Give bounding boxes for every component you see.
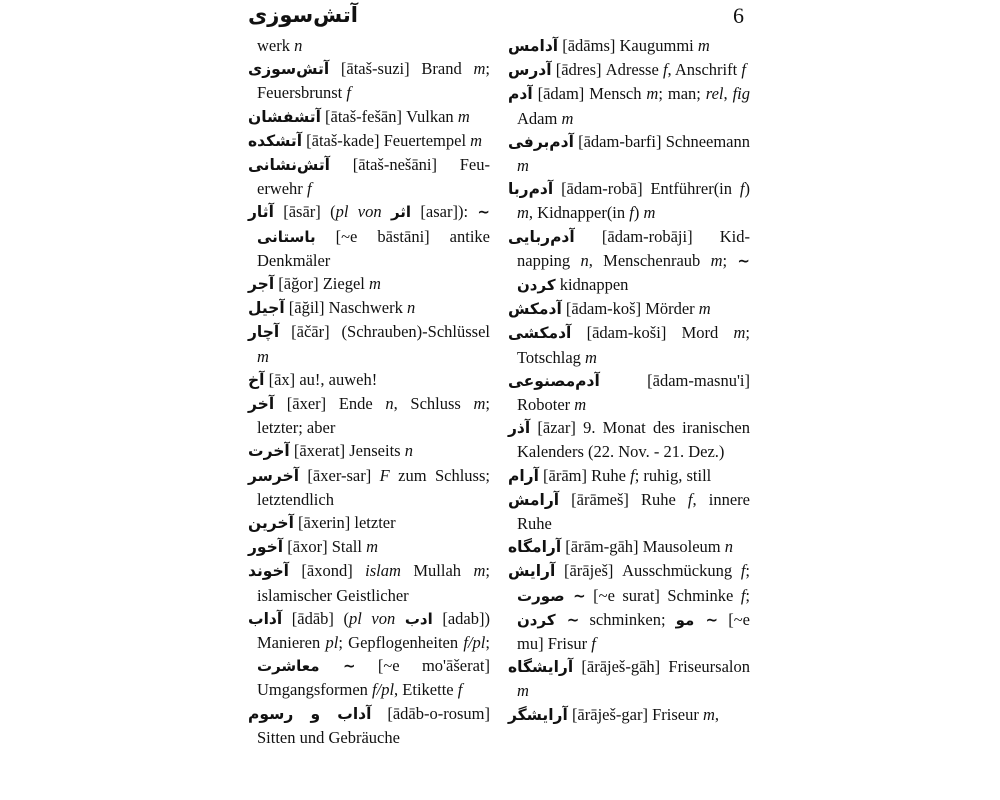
entry-text: , bbox=[714, 704, 720, 724]
entry-text: ; Gepflogenheiten bbox=[338, 633, 464, 653]
entry-text: [ādam-robā] bbox=[553, 179, 651, 199]
entry-text: Roboter bbox=[517, 395, 575, 415]
entry-text: Friseur bbox=[652, 704, 703, 724]
grammar-label: f bbox=[740, 561, 746, 581]
entry-text: kidnappen bbox=[555, 275, 629, 295]
dictionary-entry bbox=[248, 105, 490, 129]
entry-text: au!, auweh! bbox=[299, 369, 378, 389]
entry-text: ) bbox=[744, 179, 750, 199]
entry-text: [āxer-sar] bbox=[299, 465, 380, 485]
grammar-label: m bbox=[585, 347, 597, 367]
entry-text: [asar]): bbox=[411, 202, 478, 222]
dictionary-entry bbox=[248, 511, 490, 535]
entry-text: ~ مو bbox=[675, 610, 719, 629]
entry-text: [āčār] bbox=[279, 322, 342, 342]
headword: آدمکشی bbox=[508, 324, 572, 343]
entry-text: Mullah bbox=[400, 561, 474, 581]
entry-text: [ātaš-nešāni] bbox=[329, 155, 460, 175]
grammar-label: fig bbox=[732, 84, 750, 104]
entry-text: ~ کردن bbox=[517, 251, 750, 295]
entry-text: [āzar] bbox=[530, 418, 584, 438]
entry-text: Ziegel bbox=[322, 274, 369, 294]
grammar-label: f bbox=[739, 179, 745, 199]
entry-text: [āxerin] bbox=[293, 513, 355, 533]
grammar-label: n bbox=[406, 298, 416, 318]
headword: آدرس bbox=[508, 61, 552, 80]
grammar-label: m bbox=[710, 250, 723, 270]
entry-text: letzter bbox=[354, 513, 396, 533]
headword: آچار bbox=[248, 323, 280, 342]
dictionary-entry bbox=[248, 153, 490, 200]
headword: آدامس bbox=[508, 37, 559, 55]
entry-text: Kaugummi bbox=[619, 36, 698, 55]
entry-text: [adab]) Manieren bbox=[257, 608, 490, 653]
entry-text: [~e mu] Frisur bbox=[517, 609, 751, 654]
entry-text: [ātaš-kade] bbox=[302, 130, 384, 150]
entry-text: [āxer] bbox=[274, 394, 339, 414]
grammar-label: rel bbox=[705, 84, 724, 104]
grammar-label: m bbox=[574, 395, 587, 415]
entry-text: Brand bbox=[421, 59, 474, 79]
entry-text: [ādam-koš] bbox=[561, 299, 646, 319]
entry-text: [āğor] bbox=[274, 274, 323, 294]
grammar-label: m bbox=[517, 156, 529, 176]
grammar-label: m bbox=[473, 561, 486, 581]
entry-text: ; bbox=[745, 585, 750, 605]
dictionary-entry bbox=[508, 297, 750, 321]
grammar-label: f bbox=[346, 83, 351, 103]
grammar-label: f bbox=[457, 680, 463, 700]
headword: آجیل bbox=[248, 299, 285, 318]
headword: آرایشگاه bbox=[508, 658, 574, 677]
headword: آخرین bbox=[248, 514, 294, 533]
grammar-label: n bbox=[294, 36, 303, 55]
headword: آرامگاه bbox=[508, 538, 562, 557]
entry-text: ( bbox=[330, 202, 336, 222]
entry-text: Mörder bbox=[645, 299, 699, 319]
dictionary-entry bbox=[248, 535, 490, 559]
dictionary-entry bbox=[508, 559, 750, 655]
entry-text: ; Totschlag bbox=[517, 323, 750, 367]
entry-text: [~e surat] Schminke bbox=[585, 585, 741, 605]
dictionary-entry bbox=[248, 296, 490, 320]
entry-text: Friseursalon bbox=[668, 657, 750, 677]
entry-text: [ārāmeš] bbox=[559, 489, 641, 509]
grammar-label: m bbox=[698, 299, 711, 319]
entry-text: ; bbox=[485, 633, 490, 653]
entry-text: Naschwerk bbox=[328, 298, 407, 318]
grammar-label: m bbox=[368, 274, 381, 294]
dictionary-entry bbox=[248, 320, 490, 367]
entry-text: [ātaš-fešān] bbox=[320, 106, 407, 126]
entry-text: , Etikette bbox=[394, 680, 458, 700]
entry-text: Jenseits bbox=[349, 441, 405, 461]
dictionary-entry bbox=[248, 464, 490, 511]
entry-text: , bbox=[723, 84, 733, 104]
headword: آدم‌برفی bbox=[508, 132, 574, 151]
grammar-label: f bbox=[662, 60, 668, 80]
entry-text: , Schluss bbox=[393, 394, 474, 414]
grammar-label: pl von bbox=[335, 202, 382, 222]
entry-text: ; ruhig, still bbox=[634, 465, 712, 485]
entry-text: ; bbox=[722, 250, 738, 270]
grammar-label: m bbox=[473, 59, 486, 79]
grammar-label: islam bbox=[365, 561, 401, 581]
entry-text: [ādāb-o-rosum] bbox=[371, 703, 490, 723]
dictionary-entry bbox=[248, 368, 490, 392]
grammar-label: f bbox=[630, 465, 635, 485]
entry-text: Adresse bbox=[605, 60, 663, 80]
entry-text: [āx] bbox=[264, 369, 300, 389]
dictionary-entry bbox=[248, 57, 490, 104]
entry-text: ; bbox=[745, 561, 750, 581]
headword: آدمکش bbox=[508, 300, 562, 319]
page-number: 6 bbox=[733, 3, 744, 28]
running-head: آتش‌سوزی bbox=[248, 3, 358, 27]
headword: آدم‌ربا bbox=[508, 180, 554, 199]
entry-text: [~e mo'āšerat] Umgangsformen bbox=[257, 656, 490, 700]
entry-text: Entführer(in bbox=[650, 179, 740, 199]
entry-text: ~ باستانی bbox=[257, 203, 490, 246]
headword: آخرسر bbox=[248, 466, 300, 485]
grammar-label: f bbox=[591, 634, 596, 654]
entry-text: ~ معاشرت bbox=[257, 657, 356, 676]
entry-text: [ārām] bbox=[538, 465, 592, 485]
grammar-label: f bbox=[740, 585, 746, 605]
grammar-label: n bbox=[385, 394, 394, 414]
grammar-label: m bbox=[643, 203, 656, 223]
headword: آذر bbox=[508, 419, 531, 438]
entry-text: werk bbox=[257, 36, 295, 55]
headword: آتشکده bbox=[248, 131, 303, 150]
entry-text: zum Schluss; letztendlich bbox=[257, 465, 490, 509]
headword: آرایشگر bbox=[508, 705, 568, 724]
headword: آخوند bbox=[248, 562, 289, 581]
dictionary-entry bbox=[508, 655, 750, 702]
dictionary-entry bbox=[508, 34, 750, 58]
dictionary-entry bbox=[508, 177, 750, 224]
grammar-label: m bbox=[517, 203, 529, 223]
entry-text: [āsār] bbox=[273, 202, 331, 222]
entry-text: [āğil] bbox=[284, 298, 329, 318]
dictionary-entry bbox=[508, 488, 750, 535]
grammar-label: m bbox=[646, 84, 659, 104]
entry-text: ; man; bbox=[658, 84, 706, 104]
entry-text: [ārāješ] bbox=[555, 561, 623, 581]
entry-text: [ārāješ-gāh] bbox=[573, 657, 669, 677]
headword: آتش‌نشانی bbox=[248, 156, 330, 175]
headword: آخر bbox=[248, 395, 275, 414]
entry-text: Feuerwehr bbox=[257, 155, 490, 199]
headword: آجر bbox=[248, 275, 275, 294]
entry-text: Adam bbox=[517, 108, 562, 128]
headword: آخرت bbox=[248, 442, 290, 461]
dictionary-entry bbox=[508, 416, 750, 463]
headword: آتش‌سوزی bbox=[248, 60, 330, 79]
entry-text: ( bbox=[343, 608, 349, 628]
entry-text: Schneemann bbox=[665, 131, 750, 151]
grammar-label: m bbox=[473, 394, 486, 414]
entry-text: 9. Monat des iranischen Kalenders (22. Nov. - 21. Dez.) bbox=[517, 418, 750, 462]
dictionary-entry bbox=[248, 439, 490, 463]
dictionary-entry bbox=[508, 464, 750, 488]
dictionary-entry bbox=[248, 607, 490, 702]
entry-text: Mausoleum bbox=[642, 537, 725, 557]
grammar-label: m bbox=[517, 681, 529, 701]
entry-text: [ādam-barfi] bbox=[573, 131, 666, 151]
dictionary-entry bbox=[248, 200, 490, 272]
entry-text: Sitten und Gebräuche bbox=[257, 727, 400, 747]
dictionary-entry bbox=[248, 559, 490, 606]
entry-text: Mord bbox=[681, 323, 734, 343]
dictionary-entry bbox=[508, 130, 750, 177]
entry-text: [ādam] bbox=[532, 84, 590, 104]
grammar-label: m bbox=[457, 106, 470, 126]
dictionary-entry bbox=[508, 58, 750, 82]
headword: آدم bbox=[508, 85, 533, 104]
entry-text: Ruhe bbox=[591, 465, 631, 485]
grammar-label: n bbox=[580, 250, 589, 270]
grammar-label: m bbox=[366, 537, 378, 557]
entry-text: , Kidnapper(in bbox=[528, 203, 630, 223]
entry-text: [ārāješ-gar] bbox=[567, 704, 653, 724]
entry-text: [āxond] bbox=[288, 561, 366, 581]
entry-text: schminken; bbox=[579, 609, 676, 629]
entry-text: [āxor] bbox=[283, 537, 332, 557]
grammar-label: m bbox=[697, 36, 710, 55]
entry-text: [āxerat] bbox=[289, 441, 350, 461]
dictionary-entry bbox=[508, 225, 750, 298]
entry-text: Vulkan bbox=[406, 106, 458, 126]
headword: آرام bbox=[508, 466, 539, 485]
headword: آخ bbox=[248, 370, 265, 389]
entry-text: [ārām-gāh] bbox=[561, 537, 643, 557]
entry-text: [ādāms] bbox=[558, 36, 620, 55]
grammar-label: m bbox=[257, 346, 269, 366]
entry-text: ~ کردن bbox=[517, 610, 580, 629]
dictionary-page bbox=[248, 0, 768, 800]
headword: آدم‌ربایی bbox=[508, 227, 575, 246]
entry-text: [~e bāstāni] antike Denkmäler bbox=[257, 226, 490, 270]
grammar-label: m bbox=[470, 130, 483, 150]
entry-text: Stall bbox=[331, 537, 367, 557]
left-column bbox=[248, 34, 490, 749]
dictionary-entry bbox=[248, 392, 490, 439]
entry-text: [ādam-robāji] bbox=[574, 226, 720, 246]
headword: آخور bbox=[248, 538, 284, 557]
entry-text: Ruhe bbox=[640, 489, 688, 509]
page-header bbox=[248, 3, 768, 33]
grammar-label: f bbox=[687, 489, 693, 509]
entry-text: [ādres] bbox=[551, 60, 606, 80]
dictionary-entry bbox=[508, 82, 750, 129]
headword: آرامش bbox=[508, 490, 560, 509]
entry-text bbox=[382, 202, 391, 221]
entry-text: [ātaš-suzi] bbox=[329, 59, 422, 79]
grammar-label: m bbox=[702, 704, 715, 724]
entry-text: ~ صورت bbox=[517, 586, 586, 605]
dictionary-entry bbox=[508, 535, 750, 559]
entry-text: Mensch bbox=[589, 84, 647, 104]
entry-text: ; letzter; aber bbox=[257, 394, 491, 438]
headword: آرایش bbox=[508, 562, 556, 581]
dictionary-entry bbox=[508, 703, 750, 727]
grammar-label: n bbox=[724, 537, 733, 557]
grammar-label: m bbox=[561, 108, 574, 128]
entry-text: Feuertempel bbox=[383, 130, 471, 150]
grammar-label: f/pl bbox=[372, 680, 395, 700]
entry-text: , Anschrift bbox=[667, 60, 742, 80]
dictionary-entry bbox=[508, 321, 750, 368]
grammar-label: f/pl bbox=[463, 633, 486, 653]
dictionary-entry bbox=[248, 272, 490, 296]
entry-text: ; islamischer Geistlicher bbox=[257, 561, 490, 605]
dictionary-entry bbox=[248, 34, 490, 57]
entry-text: Ende bbox=[338, 394, 386, 414]
entry-text: [ādam-masnu'i] bbox=[599, 370, 750, 390]
grammar-label: f bbox=[629, 203, 634, 223]
grammar-label: F bbox=[379, 465, 390, 485]
grammar-label: pl bbox=[325, 633, 339, 653]
headword: آدم‌مصنوعی bbox=[508, 371, 600, 390]
headword: آداب و رسوم bbox=[248, 704, 372, 723]
entry-text: , Menschenraub bbox=[588, 250, 711, 270]
entry-text: ادب bbox=[404, 609, 433, 628]
entry-text: Kidnapping bbox=[517, 226, 750, 270]
right-column bbox=[508, 34, 750, 727]
grammar-label: f bbox=[741, 60, 746, 80]
dictionary-entry bbox=[248, 129, 490, 153]
grammar-label: pl von bbox=[348, 608, 396, 628]
entry-text: اثر bbox=[390, 203, 412, 222]
grammar-label: m bbox=[733, 323, 746, 343]
entry-text: ; Feuersbrunst bbox=[257, 59, 490, 103]
headword: آثار bbox=[248, 203, 274, 222]
entry-text: [ādāb] bbox=[282, 608, 344, 628]
entry-text: , innere Ruhe bbox=[517, 489, 750, 534]
grammar-label: f bbox=[306, 179, 312, 199]
grammar-label: n bbox=[404, 441, 413, 461]
dictionary-entry bbox=[508, 369, 750, 416]
entry-text: [ādam-koši] bbox=[571, 323, 682, 343]
dictionary-entry bbox=[248, 702, 490, 749]
entry-text: ) bbox=[633, 203, 644, 223]
entry-text: Ausschmückung bbox=[622, 561, 741, 581]
entry-text: (Schrauben)-Schlüssel bbox=[341, 322, 490, 342]
headword: آتشفشان bbox=[248, 107, 321, 126]
entry-text bbox=[395, 609, 405, 628]
headword: آداب bbox=[248, 609, 283, 628]
